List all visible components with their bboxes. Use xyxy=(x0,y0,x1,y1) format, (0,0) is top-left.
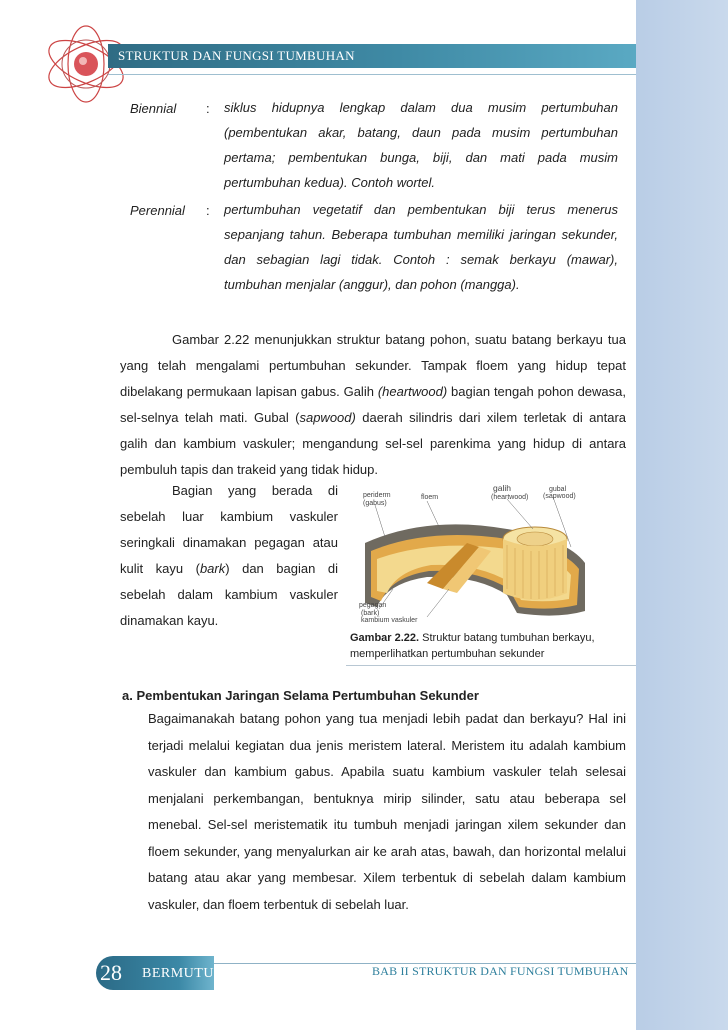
figure-caption: Gambar 2.22. Struktur batang tumbuhan berkayu, memperlihatkan pertumbuhan sekunder xyxy=(350,632,595,660)
footer-brand: BERMUTU xyxy=(142,966,214,981)
label-heartwood: (heartwood) xyxy=(491,494,529,501)
header-divider xyxy=(108,74,636,75)
term-description: siklus hidupnya lengkap dalam dua musim pertumbuhan (pembentukan akar, batang, daun pada musim pertumbuhan pertama; pembentukan bunga, biji, dan mati pada musim pertumbuhan kedua). Contoh wortel. xyxy=(224,100,618,190)
label-kambium-vaskuler: kambium vaskuler xyxy=(361,617,418,622)
section-heading: a. Pembentukan Jaringan Selama Pertumbuhan Sekunder xyxy=(122,688,479,703)
label-floem: floem xyxy=(421,494,439,501)
term-name: Perennial xyxy=(130,203,185,218)
caption-divider xyxy=(346,665,636,666)
label-sapwood: (sapwood) xyxy=(543,493,576,500)
woody-stem-cross-section-figure xyxy=(357,485,587,622)
section-body-paragraph: Bagaimanakah batang pohon yang tua menjadi lebih padat dan berkayu? Hal ini terjadi melalui kegiatan dua jenis meristem lateral. Meristem itu adalah kambium vaskuler dan kambium gabus. Apabila suatu kambium vaskuler telah selesai menjalani perkembangan, bentuknya mirip silinder, satu atau beberapa sel menebal. Sel-sel meristematik itu tumbuh menjadi jaringan xilem sekunder dan floem sekunder, yang menyalurkan air ke arah atas, bawah, dan horizontal melalui batang atau akar yang membesar. Xilem terbentuk di sebelah dalam kambium vaskuler, dan floem terbentuk di sebelah luar. xyxy=(148,711,626,912)
label-galih: galih xyxy=(493,485,511,493)
page-number: 28 xyxy=(100,960,122,985)
term-colon: : xyxy=(206,101,210,116)
term-description: pertumbuhan vegetatif dan pembentukan biji terus menerus sepanjang tahun. Beberapa tumbuhan memiliki jaringan sekunder, dan sebagian lagi tidak. Contoh : semak berkayu (mawar), tumbuhan menjalar (anggur), dan pohon (mangga). xyxy=(224,202,618,292)
body-paragraph-bark: Bagian yang berada di sebelah luar kambium vaskuler seringkali dinamakan pegagan atau kulit kayu (bark) dan bagian di sebelah dalam kambium vaskuler dinamakan kayu. xyxy=(120,483,338,628)
body-paragraph-stem-structure: Gambar 2.22 menunjukkan struktur batang pohon, suatu batang berkayu tua yang telah mengalami pertumbuhan sekunder. Tampak floem yang hidup tepat dibelakang permukaan lapisan gabus. Galih (heartwood) bagian tengah pohon dewasa, sel-selnya telah mati. Gubal (sapwood) daerah silindris dari xilem terletak di antara galih dan kambium vaskuler; mengandung sel-sel parenkima yang hidup di antara pembuluh tapis dan trakeid yang tidak hidup. xyxy=(120,332,626,477)
label-bark: (bark) xyxy=(361,610,380,617)
term-colon: : xyxy=(206,203,210,218)
page-header: STRUKTUR DAN FUNGSI TUMBUHAN xyxy=(108,44,636,68)
label-pegagan: pegagan xyxy=(359,602,387,609)
label-periderm: periderm xyxy=(363,492,391,499)
footer-chapter-title: BAB II STRUKTUR DAN FUNGSI TUMBUHAN xyxy=(372,964,629,978)
label-gubal: gubal xyxy=(549,486,567,493)
term-name: Biennial xyxy=(130,101,177,116)
label-gabus: (gabus) xyxy=(363,500,387,507)
right-side-bar xyxy=(636,0,728,1030)
